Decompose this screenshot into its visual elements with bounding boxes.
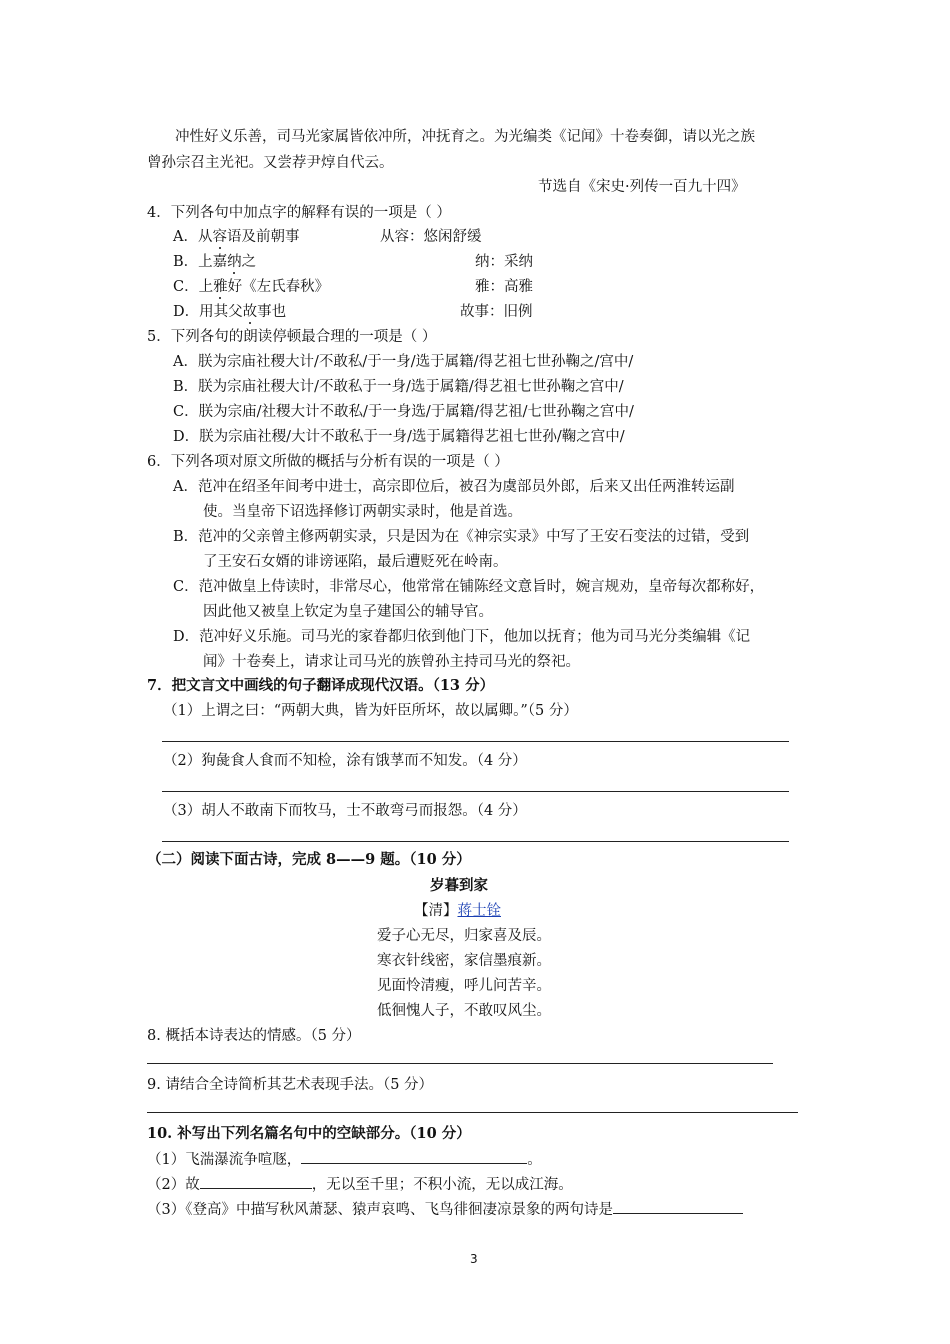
answer-line[interactable] <box>162 791 789 792</box>
fill-blank[interactable] <box>301 1149 527 1164</box>
q10-item-3: （3）《登高》中描写秋风萧瑟、猿声哀鸣、飞鸟徘徊凄凉景象的两句诗是 <box>147 1199 743 1220</box>
q5-option-c: C．朕为宗庙/社稷大计不敢私/于一身选/于属籍/得艺祖/七世孙鞠之宫中/ <box>173 404 634 420</box>
poem-line: 见面怜清瘦，呼儿问苦辛。 <box>377 978 551 994</box>
poem-dynasty: 【清】 <box>414 903 458 919</box>
q4-option-d-gloss: 故事：旧例 <box>460 304 533 320</box>
poem-author-link[interactable]: 蒋士铨 <box>457 903 501 919</box>
q6-option-b: B．范冲的父亲曾主修两朝实录，只是因为在《神宗实录》中写了王安石变法的过错，受到 <box>173 529 750 545</box>
question-10-stem: 10. 补写出下列名篇名句中的空缺部分。（10 分） <box>147 1125 471 1142</box>
q4-option-c-gloss: 雅：高雅 <box>475 279 533 295</box>
q4-option-a-gloss: 从容：悠闲舒缓 <box>380 229 482 245</box>
answer-line[interactable] <box>162 841 789 842</box>
fill-blank[interactable] <box>613 1199 743 1214</box>
poem-title: 岁暮到家 <box>430 877 488 894</box>
q5-option-b: B．朕为宗庙社稷大计/不敢私于一身/选于属籍/得艺祖七世孙鞠之宫中/ <box>173 379 624 395</box>
q7-item-1: （1）上谓之曰：“两朝大典，皆为奸臣所坏，故以属卿。”（5 分） <box>163 703 578 719</box>
q7-item-3: （3）胡人不敢南下而牧马，士不敢弯弓而报怨。（4 分） <box>163 803 527 819</box>
q6-option-b-cont: 了王安石女婿的诽谤诬陷，最后遭贬死在岭南。 <box>203 554 508 570</box>
q10-item-1: （1）飞湍瀑流争喧豗， 。 <box>147 1149 542 1170</box>
q6-option-a: A．范冲在绍圣年间考中进士，高宗即位后，被召为虞部员外郎，后来又出任两淮转运副 <box>173 479 735 495</box>
q10-item-2: （2）故 ，无以至千里；不积小流，无以成江海。 <box>147 1174 573 1195</box>
q4-option-c: C．上雅好《左氏春秋》 <box>173 279 330 295</box>
fill-blank[interactable] <box>200 1174 312 1189</box>
q6-option-a-cont: 使。当皇帝下诏选择修订两朝实录时，他是首选。 <box>203 504 522 520</box>
q4-option-b: B．上嘉纳之 <box>173 254 257 270</box>
page-number: 3 <box>470 1252 478 1266</box>
section-2-heading: （二）阅读下面古诗，完成 8——9 题。（10 分） <box>147 851 471 868</box>
answer-line[interactable] <box>162 741 789 742</box>
q6-option-d-cont: 闻》十卷奏上，请求让司马光的族曾孙主持司马光的祭祀。 <box>203 654 580 670</box>
question-6-stem: 6．下列各项对原文所做的概括与分析有误的一项是（ ） <box>147 454 509 470</box>
passage-source: 节选自《宋史·列传一百九十四》 <box>538 179 746 195</box>
question-4-stem: 4．下列各句中加点字的解释有误的一项是（ ） <box>147 205 451 221</box>
question-9: 9. 请结合全诗简析其艺术表现手法。（5 分） <box>147 1077 434 1093</box>
poem-line: 低徊愧人子，不敢叹风尘。 <box>377 1003 551 1019</box>
question-5-stem: 5．下列各句的朗读停顿最合理的一项是（ ） <box>147 329 437 345</box>
q6-option-c-cont: 因此他又被皇上钦定为皇子建国公的辅导官。 <box>203 604 493 620</box>
poem-line: 寒衣针线密，家信墨痕新。 <box>377 953 551 969</box>
question-7-stem: 7．把文言文中画线的句子翻译成现代汉语。（13 分） <box>147 677 495 694</box>
q7-item-2: （2）狗彘食人食而不知检，涂有饿莩而不知发。（4 分） <box>163 753 527 769</box>
q6-option-c: C．范冲做皇上侍读时，非常尽心，他常常在铺陈经文意旨时，婉言规劝，皇帝每次都称好， <box>173 579 765 595</box>
q4-option-a: A．从容语及前朝事 <box>173 229 300 245</box>
q4-option-b-gloss: 纳：采纳 <box>475 254 533 270</box>
q5-option-d: D．朕为宗庙社稷/大计不敢私于一身/选于属籍得艺祖七世孙/鞠之宫中/ <box>173 429 625 445</box>
poem-line: 爱子心无尽，归家喜及辰。 <box>377 928 551 944</box>
answer-line[interactable] <box>147 1063 773 1064</box>
q6-option-d: D．范冲好义乐施。司马光的家眷都归依到他门下，他加以抚育；他为司马光分类编辑《记 <box>173 629 751 645</box>
passage-line: 曾孙宗召主光祀。又尝荐尹焞自代云。 <box>147 155 394 171</box>
poem-byline <box>414 901 501 921</box>
passage-line: 冲性好义乐善，司马光家属皆依冲所，冲抚育之。为光编类《记闻》十卷奏御，请以光之族 <box>175 129 755 145</box>
answer-line[interactable] <box>147 1112 798 1113</box>
q5-option-a: A．朕为宗庙社稷大计/不敢私/于一身/选于属籍/得艺祖七世孙鞠之/宫中/ <box>173 354 634 370</box>
q4-option-d: D．用其父故事也 <box>173 304 287 320</box>
question-8: 8. 概括本诗表达的情感。（5 分） <box>147 1028 361 1044</box>
